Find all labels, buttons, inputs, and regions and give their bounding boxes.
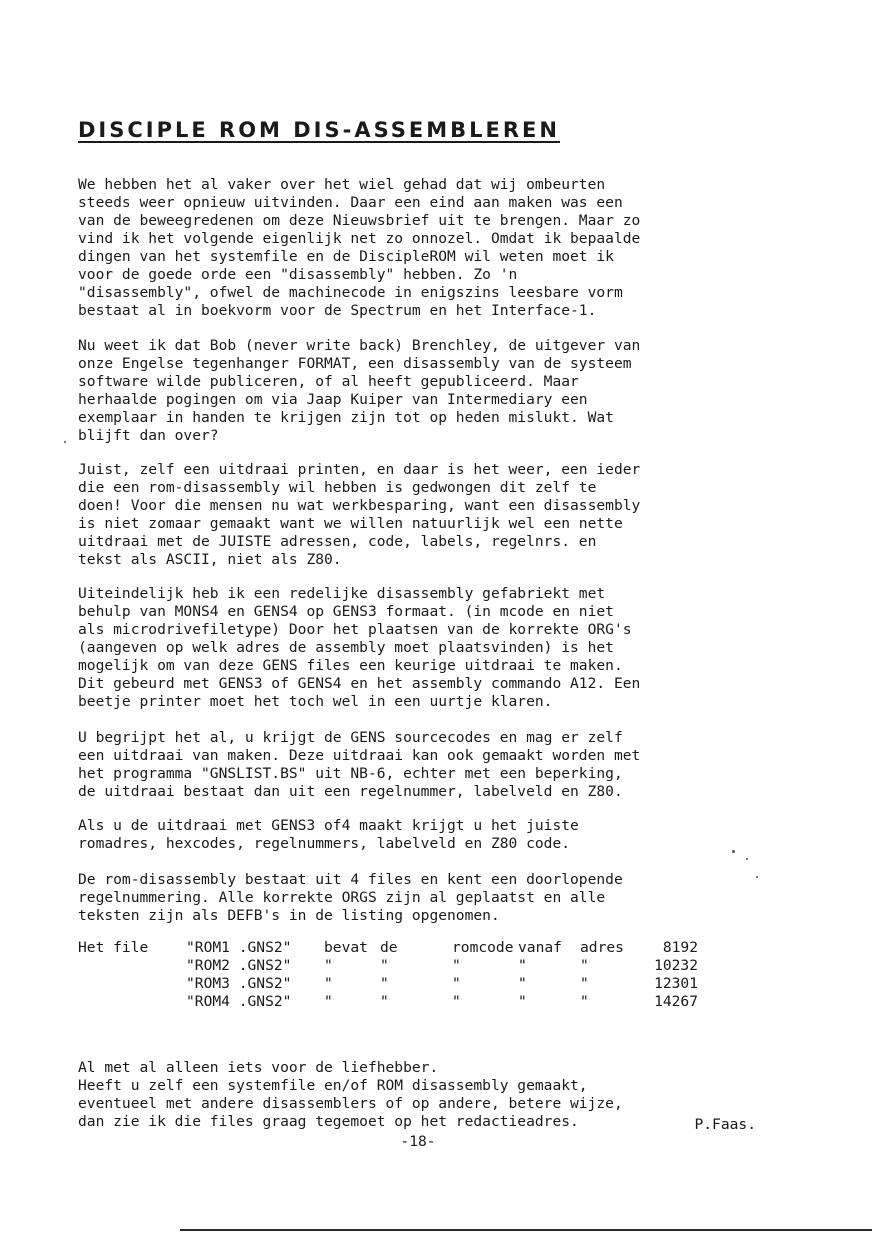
scan-speck <box>732 850 735 853</box>
ditto-mark: " <box>380 975 389 992</box>
table-cell: "ROM3 .GNS2" <box>186 975 292 992</box>
text-line: romadres, hexcodes, regelnummers, labelveld en Z80 code. <box>78 835 571 852</box>
text-line: blijft dan over? <box>78 427 219 444</box>
text-line: van de beweegredenen om deze Nieuwsbrief uit te brengen. Maar zo <box>78 212 641 229</box>
text-line: teksten zijn als DEFB's in de listing opgenomen. <box>78 907 500 924</box>
table-cell: 12301 <box>654 975 698 992</box>
text-line: als microdrivefiletype) Door het plaatsen van de korrekte ORG's <box>78 621 632 638</box>
paragraph-6 <box>78 817 768 853</box>
table-cell <box>78 993 186 1011</box>
text-line: dan zie ik die files graag tegemoet op het redactieadres. <box>78 1113 579 1130</box>
text-line: Dit gebeurd met GENS3 of GENS4 en het assembly commando A12. Een <box>78 675 641 692</box>
text-line: Als u de uitdraai met GENS3 of4 maakt krijgt u het juiste <box>78 817 579 834</box>
ditto-mark: " <box>452 993 461 1010</box>
text-line: beetje printer moet het toch wel in een uurtje klaren. <box>78 693 553 710</box>
table-cell: "ROM1 .GNS2" <box>186 939 292 956</box>
text-line: die een rom-disassembly wil hebben is gedwongen dit zelf te <box>78 479 597 496</box>
ditto-mark: " <box>452 975 461 992</box>
paragraph-3 <box>78 461 768 569</box>
text-line: voor de goede orde een "disassembly" hebben. Zo 'n <box>78 266 518 283</box>
table-cell: Het file <box>78 939 149 956</box>
table-cell <box>78 975 186 993</box>
text-line: onze Engelse tegenhanger FORMAT, een disassembly van de systeem <box>78 355 632 372</box>
ditto-mark: " <box>324 993 333 1010</box>
page-number: -18- <box>400 1133 436 1150</box>
table-cell: 10232 <box>654 957 698 974</box>
table-cell: 14267 <box>654 993 698 1010</box>
table-cell: romcode <box>452 939 514 956</box>
ditto-mark: " <box>580 975 589 992</box>
text-line: Juist, zelf een uitdraai printen, en daar is het weer, een ieder <box>78 461 641 478</box>
text-line: is niet zomaar gemaakt want we willen natuurlijk wel een nette <box>78 515 623 532</box>
table-cell <box>78 957 186 975</box>
ditto-mark: " <box>580 957 589 974</box>
table-row <box>78 939 698 957</box>
paragraph-1 <box>78 176 768 320</box>
ditto-mark: " <box>324 975 333 992</box>
text-line: doen! Voor die mensen nu wat werkbesparing, want een disassembly <box>78 497 641 514</box>
text-line: regelnummering. Alle korrekte ORGS zijn al geplaatst en alle <box>78 889 606 906</box>
text-line: het programma "GNSLIST.BS" uit NB-6, echter met een beperking, <box>78 765 623 782</box>
rom-file-table <box>78 939 698 1011</box>
text-line: mogelijk om van deze GENS files een keurige uitdraai te maken. <box>78 657 623 674</box>
text-line: dingen van het systemfile en de DiscipleROM wil weten moet ik <box>78 248 614 265</box>
bottom-edge-line <box>180 1229 872 1231</box>
paragraph-4 <box>78 585 768 711</box>
text-line: de uitdraai bestaat dan uit een regelnummer, labelveld en Z80. <box>78 783 623 800</box>
text-line: behulp van MONS4 en GENS4 op GENS3 formaat. (in mcode en niet <box>78 603 614 620</box>
text-line: Al met al alleen iets voor de liefhebber. <box>78 1059 439 1076</box>
text-line: een uitdraai van maken. Deze uitdraai kan ook gemaakt worden met <box>78 747 641 764</box>
text-line: vind ik het volgende eigenlijk net zo onnozel. Omdat ik bepaalde <box>78 230 641 247</box>
text-line: De rom-disassembly bestaat uit 4 files en kent een doorlopende <box>78 871 623 888</box>
table-cell: "ROM2 .GNS2" <box>186 957 292 974</box>
text-line: herhaalde pogingen om via Jaap Kuiper van Intermediary een <box>78 391 588 408</box>
scan-speck <box>756 876 758 878</box>
table-cell: "ROM4 .GNS2" <box>186 993 292 1010</box>
text-line: tekst als ASCII, niet als Z80. <box>78 551 342 568</box>
text-line: uitdraai met de JUISTE adressen, code, labels, regelnrs. en <box>78 533 597 550</box>
ditto-mark: " <box>380 957 389 974</box>
ditto-mark: " <box>452 957 461 974</box>
table-cell: adres <box>580 939 624 956</box>
table-cell: vanaf <box>518 939 562 956</box>
table-row <box>78 993 698 1011</box>
text-line: software wilde publiceren, of al heeft gepubliceerd. Maar <box>78 373 579 390</box>
paragraph-7 <box>78 871 768 925</box>
text-line: eventueel met andere disassemblers of op andere, betere wijze, <box>78 1095 623 1112</box>
text-line: exemplaar in handen te krijgen zijn tot op heden mislukt. Wat <box>78 409 614 426</box>
document-title: DISCIPLE ROM DIS-ASSEMBLEREN <box>78 118 560 142</box>
scan-speck <box>64 441 66 443</box>
ditto-mark: " <box>324 957 333 974</box>
ditto-mark: " <box>518 993 527 1010</box>
ditto-mark: " <box>380 993 389 1010</box>
text-line: steeds weer opnieuw uitvinden. Daar een eind aan maken was een <box>78 194 623 211</box>
table-row <box>78 975 698 993</box>
paragraph-5 <box>78 729 768 801</box>
ditto-mark: " <box>518 975 527 992</box>
text-line: (aangeven op welk adres de assembly moet plaatsvinden) is het <box>78 639 614 656</box>
paragraph-8 <box>78 1059 768 1131</box>
table-cell: 8192 <box>662 939 698 956</box>
author-signature: P.Faas. <box>694 1116 756 1133</box>
text-line: Uiteindelijk heb ik een redelijke disassembly gefabriekt met <box>78 585 606 602</box>
text-line: U begrijpt het al, u krijgt de GENS sourcecodes en mag er zelf <box>78 729 623 746</box>
text-line: "disassembly", ofwel de machinecode in enigszins leesbare vorm <box>78 284 623 301</box>
text-line: bestaat al in boekvorm voor de Spectrum en het Interface-1. <box>78 302 597 319</box>
text-line: Heeft u zelf een systemfile en/of ROM disassembly gemaakt, <box>78 1077 588 1094</box>
table-row <box>78 957 698 975</box>
table-cell: de <box>380 939 398 956</box>
text-line: Nu weet ik dat Bob (never write back) Brenchley, de uitgever van <box>78 337 641 354</box>
paragraph-2 <box>78 337 768 445</box>
ditto-mark: " <box>518 957 527 974</box>
table-cell: bevat <box>324 939 368 956</box>
text-line: We hebben het al vaker over het wiel gehad dat wij ombeurten <box>78 176 606 193</box>
scan-speck <box>746 858 748 860</box>
ditto-mark: " <box>580 993 589 1010</box>
